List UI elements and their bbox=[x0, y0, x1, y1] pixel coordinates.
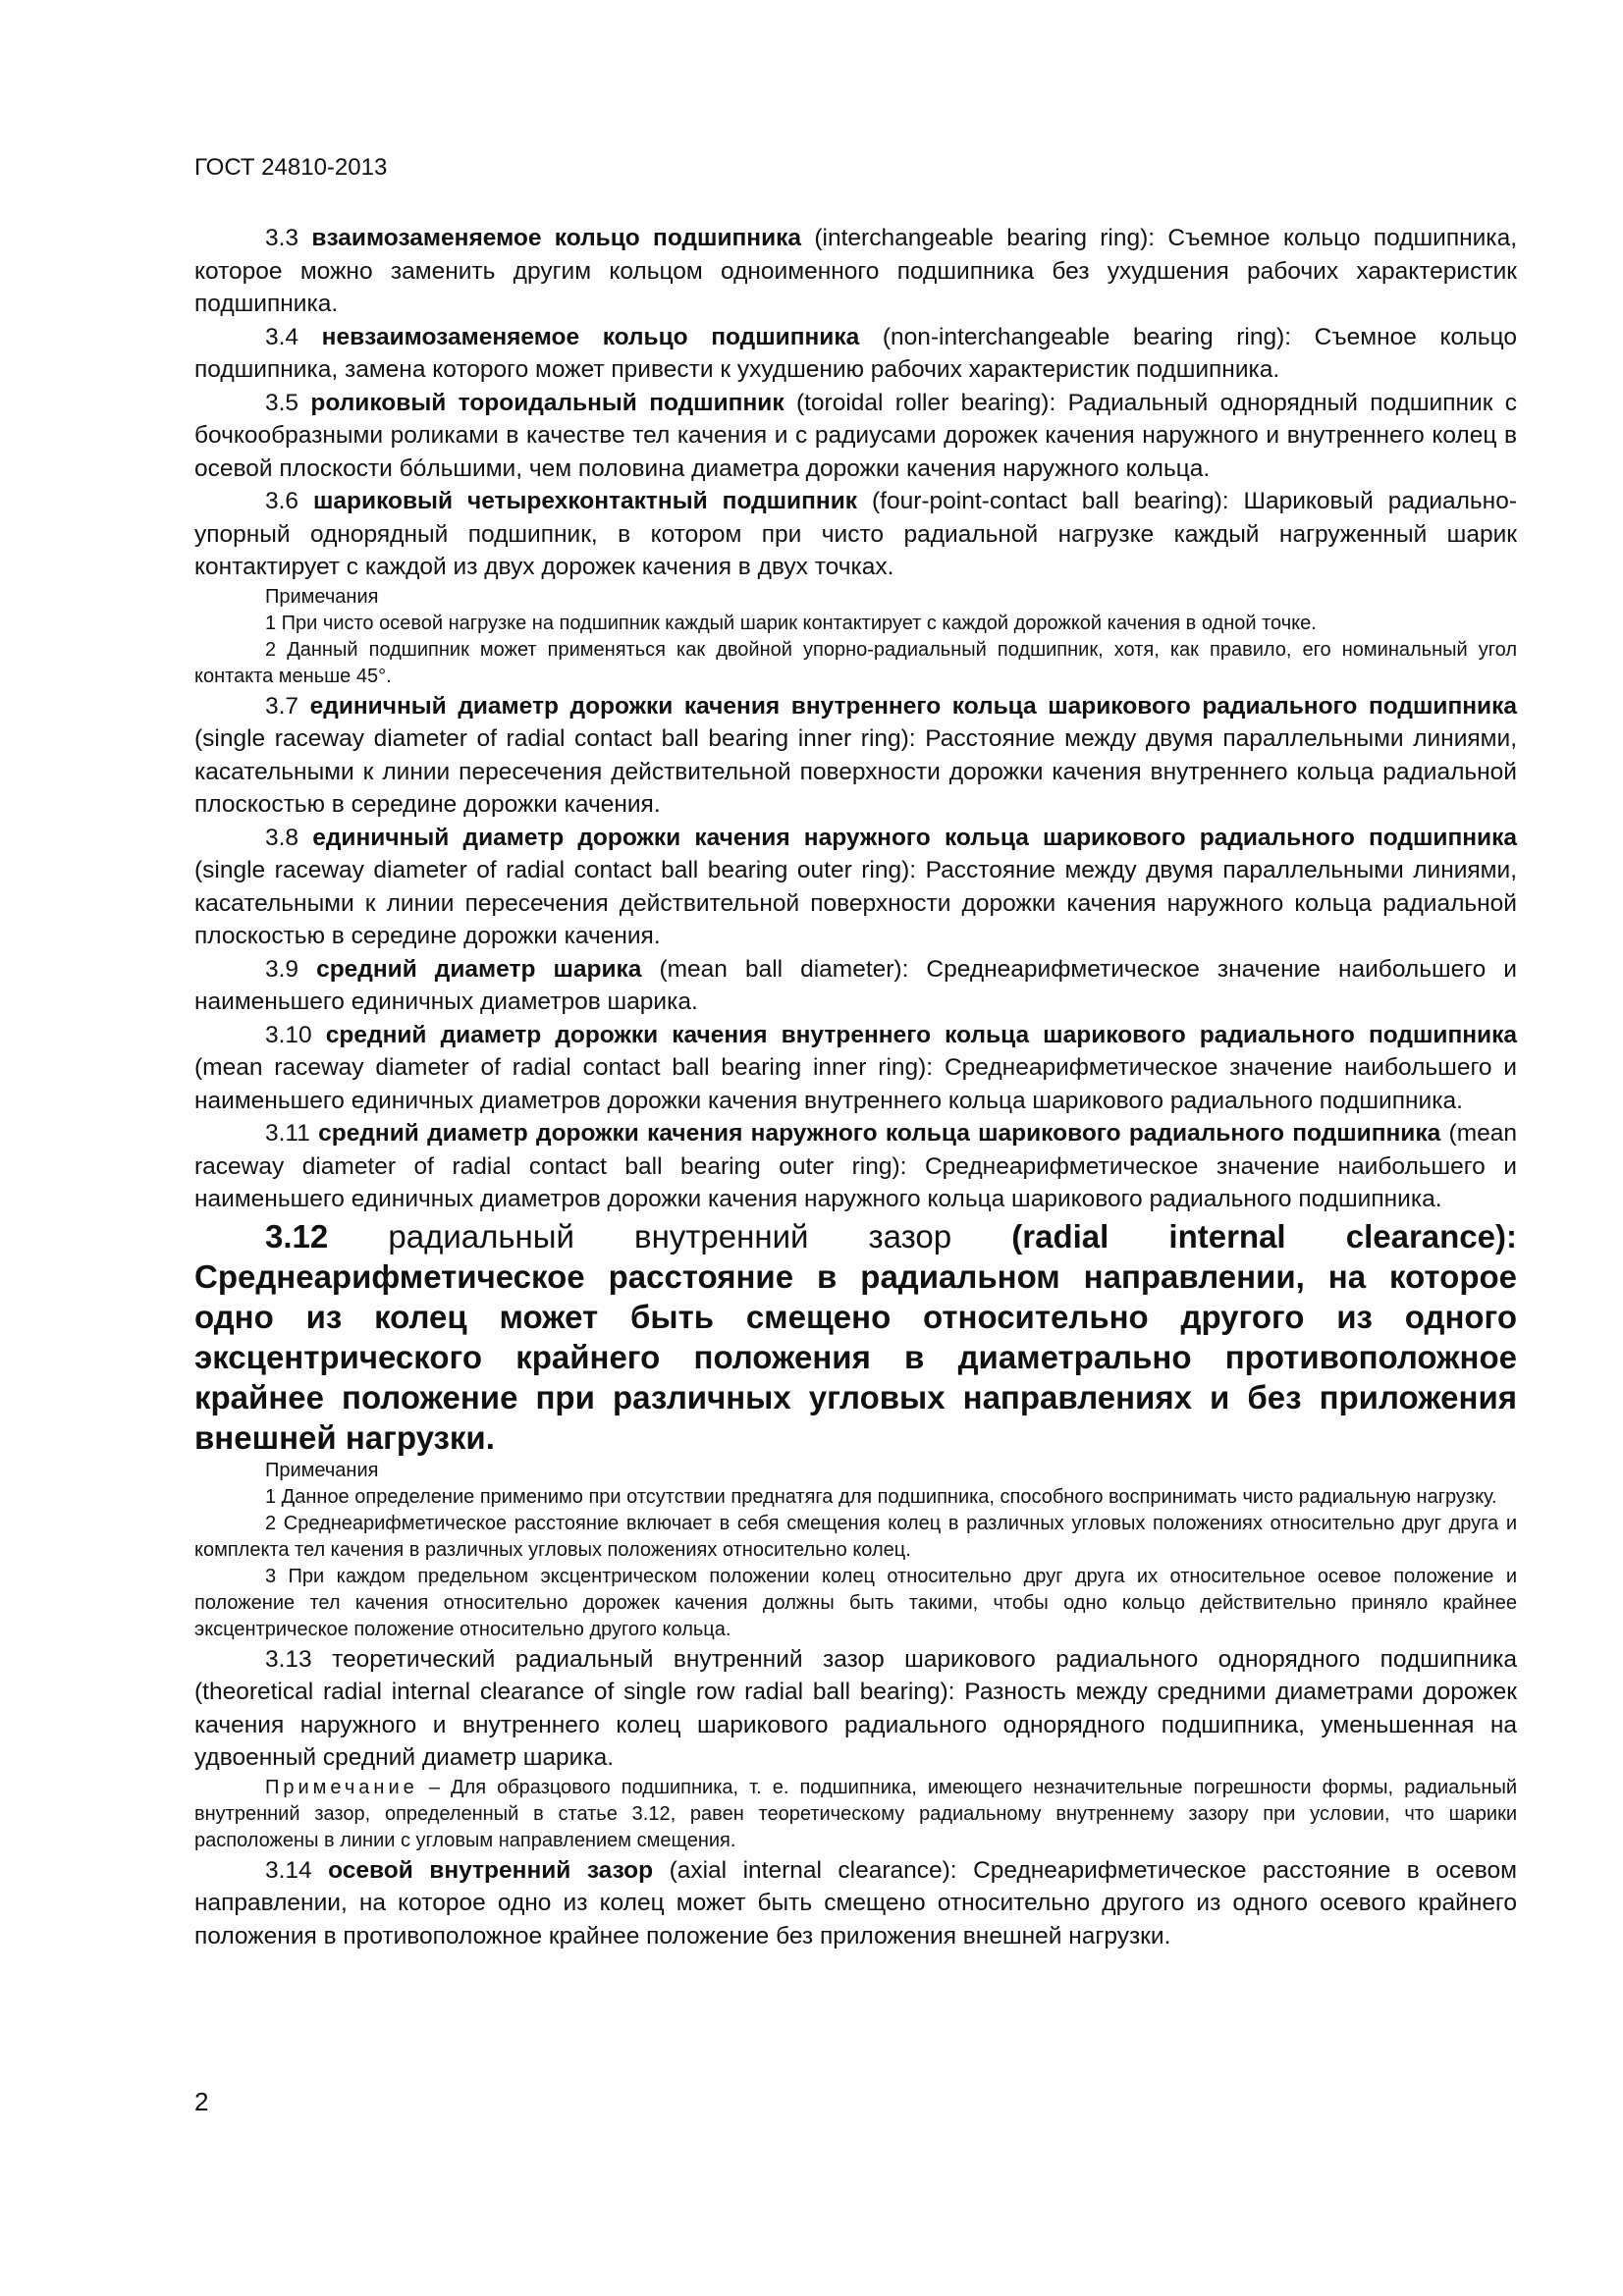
definition-english: (mean ball diameter): bbox=[659, 955, 909, 983]
definition-3-13 bbox=[194, 1643, 1517, 1775]
definition-english: (single raceway diameter of radial contact ball bearing inner ring): bbox=[194, 725, 916, 752]
document-header: ГОСТ 24810-2013 bbox=[194, 154, 388, 181]
definition-text: Шариковый радиально-упорный однорядный подшипник, в котором при чисто радиальной нагрузке каждый нагруженный шарик контактирует с каждой из двух дорожек качения в двух точках. bbox=[194, 488, 1517, 580]
definition-number: 3.13 bbox=[265, 1645, 312, 1673]
note-label: Примечание bbox=[265, 1776, 418, 1798]
note-text: – Для образцового подшипника, т. е. подшипника, имеющего незначительные погрешности формы, радиальный внутренний зазор, определенный в статье 3.12, равен теоретическому радиальному внутреннему зазору при условии, что шарики расположены в линии с угловым направлением смещения. bbox=[194, 1776, 1517, 1851]
definition-term: невзаимозаменяемое кольцо подшипника bbox=[321, 323, 860, 350]
definition-text: Среднеарифметическое расстояние в радиальном направлении, на которое одно из колец может быть смещено относительно другого из одного эксцентрического крайнего положения в диаметрально противоположное крайнее положение при различных угловых направлениях и без приложения внешней нагрузки. bbox=[194, 1257, 1517, 1456]
definition-text: Радиальный однорядный подшипник с бочкообразными роликами в качестве тел качения и с радиусами дорожек качения наружного и внутреннего колец в осевой плоскости бо́льшими, чем половина диаметра дорожки качения наружного кольца. bbox=[194, 389, 1517, 482]
definition-term: взаимозаменяемое кольцо подшипника bbox=[311, 225, 802, 251]
definition-term: осевой внутренний зазор bbox=[328, 1856, 654, 1884]
definition-english: (toroidal roller bearing): bbox=[795, 389, 1056, 416]
definition-3-12: 3.12 радиальный внутренний зазор (radial internal clearance): Среднеарифметическое расстояние в радиальном направлении, на которое одно из колец может быть смещено относительно другого из одного эксцентрического крайнего положения в диаметрально противоположное крайнее положение при различных угловых направлениях и без приложения внешней нагрузки. bbox=[194, 1217, 1517, 1456]
definition-3-4 bbox=[194, 321, 1517, 387]
note-text: 2 Среднеарифметическое расстояние включает в себя смещения колец в различных угловых положениях относительно друг друга и комплекта тел качения в различных угловых положениях относительно колец. bbox=[194, 1512, 1517, 1561]
definition-term: единичный диаметр дорожки качения наружного кольца шарикового радиального подшипника bbox=[312, 824, 1517, 851]
definition-text: Среднеарифметическое значение наибольшего и наименьшего единичных диаметров шарика. bbox=[194, 955, 1517, 1015]
definition-term: радиальный внутренний зазор bbox=[388, 1217, 952, 1255]
definition-term: роликовый тороидальный подшипник bbox=[310, 389, 784, 416]
definition-text: Расстояние между двумя параллельными линиями, касательными к линии пересечения действительной поверхности дорожки качения наружного кольца радиальной плоскостью в середине дорожки качения. bbox=[194, 857, 1518, 949]
note-text: 1 При чисто осевой нагрузке на подшипник каждый шарик контактирует с каждой дорожкой качения в одной точке. bbox=[265, 612, 1317, 634]
definition-text: Среднеарифметическое расстояние в осевом направлении, на которое одно из колец может быть смещено относительно другого из одного осевого крайнего положения в противоположное крайнее положение без приложения внешней нагрузки. bbox=[194, 1856, 1517, 1949]
definition-term: шариковый четырехконтактный подшипник bbox=[313, 488, 858, 514]
definition-term: теоретический радиальный внутренний зазор шарикового радиального однорядного подшипника bbox=[332, 1645, 1517, 1673]
note-paragraph bbox=[194, 1775, 1517, 1854]
definition-text: Разность между средними диаметрами дорожек качения наружного и внутреннего колец шарикового радиального однорядного подшипника, уменьшенная на удвоенный средний диаметр шарика. bbox=[194, 1679, 1517, 1771]
definition-number: 3.4 bbox=[265, 323, 299, 350]
definition-english: (interchangeable bearing ring): bbox=[814, 225, 1156, 251]
definition-english: (radial internal clearance) bbox=[1011, 1217, 1506, 1255]
definition-english: (axial internal clearance): bbox=[669, 1856, 957, 1884]
definition-number: 3.11 bbox=[265, 1120, 310, 1147]
note-text: 1 Данное определение применимо при отсутствии преднатяга для подшипника, способного воспринимать чисто радиальную нагрузку. bbox=[265, 1485, 1497, 1508]
definition-english: (single raceway diameter of radial contact ball bearing outer ring): bbox=[194, 857, 917, 883]
definition-3-11 bbox=[194, 1117, 1517, 1216]
definition-term: средний диаметр дорожки качения наружного кольца шарикового радиального подшипника bbox=[318, 1120, 1441, 1147]
definition-english: (mean raceway diameter of radial contact ball bearing inner ring): bbox=[194, 1054, 934, 1081]
definition-3-5 bbox=[194, 387, 1517, 486]
definition-number: 3.7 bbox=[265, 692, 299, 720]
definition-number: 3.14 bbox=[265, 1856, 312, 1884]
definition-text: Съемное кольцо подшипника, которое можно заменить другим кольцом одноименного подшипника без ухудшения рабочих характеристик подшипника. bbox=[194, 225, 1518, 317]
definition-number: 3.5 bbox=[265, 389, 299, 416]
notes-title: Примечания bbox=[265, 1459, 379, 1481]
note-text: 2 Данный подшипник может применяться как двойной упорно-радиальный подшипник, хотя, как правило, его номинальный угол контакта меньше 45°. bbox=[194, 638, 1517, 687]
notes-title: Примечания bbox=[265, 585, 379, 608]
definition-number: 3.10 bbox=[265, 1021, 312, 1048]
definition-english: (non-interchangeable bearing ring): bbox=[882, 323, 1292, 350]
definition-number: 3.12 bbox=[265, 1217, 329, 1255]
definition-english: (four-point-contact ball bearing): bbox=[872, 488, 1229, 514]
definition-text: Среднеарифметическое значение наибольшего и наименьшего единичных диаметров дорожки качения внутреннего кольца шарикового радиального подшипника. bbox=[194, 1054, 1517, 1114]
definition-3-14 bbox=[194, 1854, 1517, 1953]
definition-english: (theoretical radial internal clearance of single row radial ball bearing): bbox=[194, 1679, 955, 1705]
definition-text: Расстояние между двумя параллельными линиями, касательными к линии пересечения действительной поверхности дорожки качения внутреннего кольца радиальной плоскостью в середине дорожки качения. bbox=[194, 725, 1518, 818]
definition-3-10 bbox=[194, 1019, 1517, 1118]
document-body bbox=[194, 222, 1517, 1952]
note-text: 3 При каждом предельном эксцентрическом положении колец относительно друг друга их относительное осевое положение и положение тел качения относительно дорожек качения должны быть такими, чтобы одно кольцо действительно приняло крайнее эксцентрическое положение относительно другого кольца. bbox=[194, 1565, 1517, 1640]
definition-number: 3.9 bbox=[265, 955, 299, 983]
definition-term: средний диаметр дорожки качения внутреннего кольца шарикового радиального подшипника bbox=[325, 1021, 1517, 1048]
definition-3-8 bbox=[194, 822, 1517, 953]
definition-text: Среднеарифметическое значение наибольшего и наименьшего единичных диаметров дорожки качения наружного кольца шарикового радиального подшипника. bbox=[194, 1152, 1517, 1212]
definition-number: 3.6 bbox=[265, 488, 299, 514]
definition-3-7 bbox=[194, 690, 1517, 822]
definition-text: Съемное кольцо подшипника, замена которого может привести к ухудшению рабочих характеристик подшипника. bbox=[194, 323, 1518, 383]
page-number: 2 bbox=[194, 2087, 209, 2116]
definition-number: 3.8 bbox=[265, 824, 299, 851]
definition-3-9 bbox=[194, 953, 1517, 1019]
definition-term: единичный диаметр дорожки качения внутреннего кольца шарикового радиального подшипника bbox=[309, 692, 1517, 720]
definition-english: (mean raceway diameter of radial contact ball bearing outer ring): bbox=[194, 1120, 1517, 1180]
definition-3-6 bbox=[194, 485, 1517, 584]
definition-term: средний диаметр шарика bbox=[316, 955, 642, 983]
definition-number: 3.3 bbox=[265, 225, 299, 251]
definition-3-3 bbox=[194, 222, 1517, 321]
